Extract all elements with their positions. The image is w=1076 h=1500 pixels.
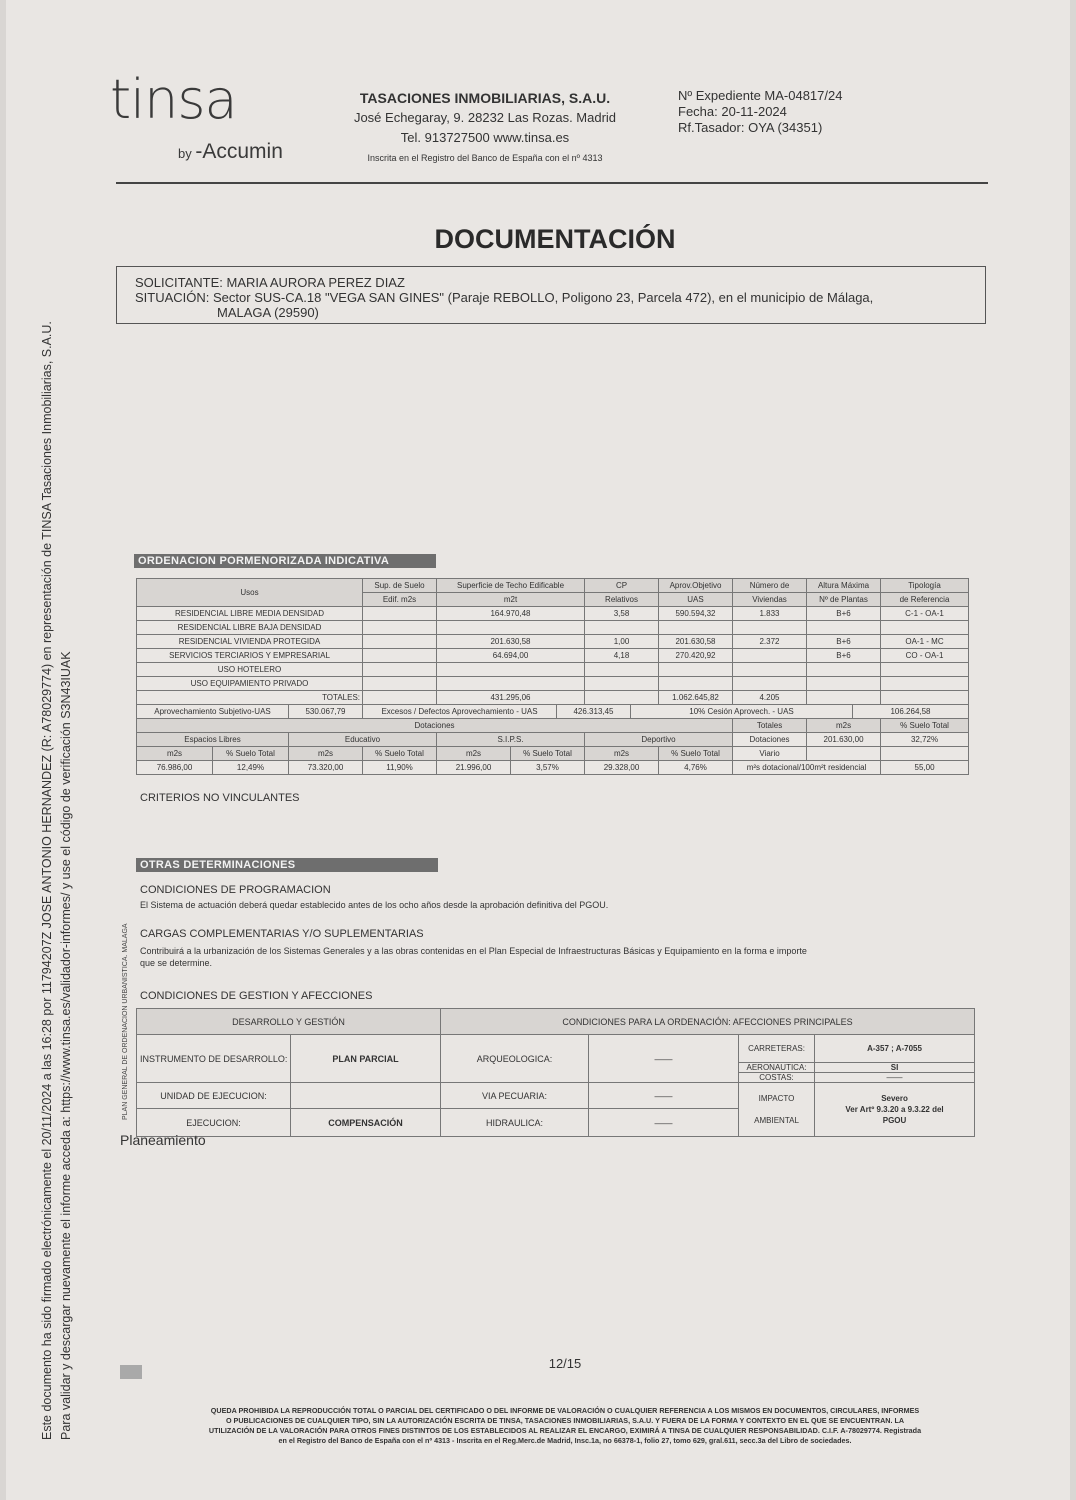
cell-aprov: 201.630,58 (659, 635, 733, 649)
condiciones-header: CONDICIONES PARA LA ORDENACIÓN: AFECCIONES PRINCIPALES (441, 1009, 975, 1035)
header-divider (116, 182, 988, 184)
cell-aprov (659, 663, 733, 677)
cell-viv (733, 663, 807, 677)
cell-cp: 1,00 (585, 635, 659, 649)
viario-label: Viario (733, 747, 807, 761)
fecha: Fecha: 20-11-2024 (678, 104, 787, 119)
cell-techo (437, 677, 585, 691)
cell-alt (807, 663, 881, 677)
edu-pct: 11,90% (363, 761, 437, 775)
cell-alt (807, 677, 881, 691)
impacto-value2: Ver Artº 9.3.20 a 9.3.22 del (845, 1105, 944, 1114)
ambiental-word: AMBIENTAL (754, 1115, 799, 1125)
gestion-title: CONDICIONES DE GESTION Y AFECCIONES (140, 990, 373, 1002)
planeamiento-label: Planeamiento (120, 1132, 206, 1148)
totales-empty2 (881, 691, 969, 705)
cell-uso: SERVICIOS TERCIARIOS Y EMPRESARIAL (137, 649, 363, 663)
footer-line: O PUBLICACIONES DE CUALQUIER TIPO, SIN LA AUTORIZACIÓN ESCRITA DE TINSA, TASACIONES INMOBILIARIAS, S.A.U. Y FUERA DE LA FORMA Y CONTEXTO EN EL QUE SE ENCUENTRAN. LA (225, 1416, 905, 1425)
prog-text: El Sistema de actuación deberá quedar establecido antes de los ocho años desde la aprobación definitiva del PGOU. (140, 900, 609, 910)
cell-uso: USO EQUIPAMIENTO PRIVADO (137, 677, 363, 691)
page-title: DOCUMENTACIÓN (434, 224, 676, 254)
hidraulica-label: HIDRAULICA: (441, 1109, 589, 1137)
cell-viv (733, 677, 807, 691)
table-row (137, 649, 969, 663)
carreteras-value: A-357 ; A-7055 (815, 1035, 975, 1063)
instrumento-value: PLAN PARCIAL (291, 1035, 441, 1083)
th-alt: Altura Máxima (807, 579, 881, 593)
cell-uso: RESIDENCIAL LIBRE BAJA DENSIDAD (137, 621, 363, 635)
ratio-value: 55,00 (881, 761, 969, 775)
excesos-value: 426.313,45 (557, 705, 631, 719)
cell-sup (363, 607, 437, 621)
viario-m2s (807, 747, 881, 761)
dep-m2s: 29.328,00 (585, 761, 659, 775)
expediente: Nº Expediente MA-04817/24 (678, 88, 843, 103)
ejecucion-value: COMPENSACIÓN (291, 1109, 441, 1137)
instrumento-label: INSTRUMENTO DE DESARROLLO: (137, 1035, 291, 1083)
cell-alt: B+6 (807, 635, 881, 649)
unidad-label: UNIDAD DE EJECUCION: (137, 1083, 291, 1109)
th-cp-unit: Relativos (585, 593, 659, 607)
esp-pct: 12,49% (213, 761, 289, 775)
m2s-header: m2s (807, 719, 881, 733)
signature-line: Este documento ha sido firmado electrónicamente el 20/11/2024 a las 16:28 por 11794207Z JOSE ANTONIO HERNANDEZ (R: A78029774) en representación de TINSA Tasaciones Inmobiliarias, S.A.U. (40, 321, 54, 1440)
cell-cp (585, 621, 659, 635)
totales-cp (585, 691, 659, 705)
page-number: 12/15 (548, 1356, 582, 1371)
th-techo-unit: m2t (437, 593, 585, 607)
totales-sup (363, 691, 437, 705)
solicitante: SOLICITANTE: MARIA AURORA PEREZ DIAZ (135, 275, 405, 290)
cell-alt (807, 621, 881, 635)
dep-pct-h: % Suelo Total (659, 747, 733, 761)
verification-line: Para validar y descargar nuevamente el informe acceda a: https://www.tinsa.es/validador-informes/ y use el código de verificación S3N43IUAK (59, 651, 73, 1440)
totales-viv: 4.205 (733, 691, 807, 705)
situacion: SITUACIÓN: Sector SUS-CA.18 "VEGA SAN GINES" (Paraje REBOLLO, Poligono 23, Parcela 472), en el municipio de Málaga, (135, 290, 874, 305)
aprov-subj-value: 530.067,79 (289, 705, 363, 719)
gestion-table-wrap (136, 1008, 975, 1137)
section-heading-otras: OTRAS DETERMINACIONES (136, 858, 438, 872)
cell-techo (437, 663, 585, 677)
ordenacion-table (136, 578, 969, 705)
side-label-pgou: PLAN GENERAL DE ORDENACION URBANISTICA. MALAGA (122, 923, 129, 1120)
totales-aprov: 1.062.645,82 (659, 691, 733, 705)
dep-m2s-h: m2s (585, 747, 659, 761)
viario-pct (881, 747, 969, 761)
costas-label: COSTAS: (739, 1073, 815, 1083)
edu-m2s: 73.320,00 (289, 761, 363, 775)
cell-alt: B+6 (807, 649, 881, 663)
sips-m2s: 21.996,00 (437, 761, 511, 775)
totales-techo: 431.295,06 (437, 691, 585, 705)
footer-line: en el Registro del Banco de España con el nº 4313 - Inscrita en el Reg.Merc.de Madrid, Insc.1a, no 66378-1, folio 27, tomo 629, gral.611, secc.3a del Libro de sociedades. (278, 1436, 852, 1445)
cell-aprov (659, 621, 733, 635)
cell-cp: 3,58 (585, 607, 659, 621)
legal-footer (130, 1406, 1000, 1446)
footer-line: QUEDA PROHIBIDA LA REPRODUCCIÓN TOTAL O PARCIAL DEL CERTIFICADO O DEL INFORME DE VALORACIÓN O CUALQUIER REFERENCIA A LOS MISMOS EN DOCUMENTOS, CIRCULARES, INFORMES (210, 1406, 920, 1415)
impacto-value3: PGOU (882, 1116, 907, 1125)
gray-mark (120, 1365, 142, 1379)
gestion-table (136, 1008, 975, 1137)
excesos-label: Excesos / Defectos Aprovechamiento - UAS (363, 705, 557, 719)
ordenacion-table-wrap (136, 578, 969, 775)
desarrollo-header: DESARROLLO Y GESTIÓN (137, 1009, 441, 1035)
table-row (137, 663, 969, 677)
th-tip-unit: de Referencia (881, 593, 969, 607)
cell-viv (733, 621, 807, 635)
footer-line: UTILIZACIÓN DE LA VALORACIÓN PARA OTROS FINES DISTINTOS DE LOS ESTABLECIDOS AL REALIZAR EL ENCARGO, EXIMIRÁ A TINSA DE CUALQUIER RESPONSABILIDAD. C.I.F. A-78029774. Registrada (208, 1426, 922, 1435)
table-row (137, 621, 969, 635)
cell-sup (363, 649, 437, 663)
th-usos: Usos (137, 579, 363, 607)
accumin-logo: by -Accumin (178, 140, 283, 163)
arqueologica-label: ARQUEOLOGICA: (441, 1035, 589, 1083)
table-row (137, 607, 969, 621)
cell-viv: 1.833 (733, 607, 807, 621)
th-cp: CP (585, 579, 659, 593)
cell-sup (363, 621, 437, 635)
sips-header: S.I.P.S. (437, 733, 585, 747)
arqueologica-value: —— (589, 1035, 739, 1083)
cell-tip (881, 621, 969, 635)
educativo-header: Educativo (289, 733, 437, 747)
th-viv: Número de (733, 579, 807, 593)
logo-by: by (178, 146, 192, 161)
aeronautica-label: AERONAUTICA: (739, 1063, 815, 1073)
prog-title: CONDICIONES DE PROGRAMACION (140, 884, 331, 896)
company-phone: Tel. 913727500 www.tinsa.es (400, 130, 570, 145)
file-info (678, 88, 842, 136)
logo-accumin: Accumin (202, 140, 283, 163)
totales-empty (807, 691, 881, 705)
cell-cp (585, 663, 659, 677)
impacto-value (815, 1083, 975, 1137)
tinsa-logo: tinsa (110, 68, 237, 131)
cell-alt: B+6 (807, 607, 881, 621)
cell-aprov: 590.594,32 (659, 607, 733, 621)
criterios-label: CRITERIOS NO VINCULANTES (140, 792, 300, 804)
cell-cp: 4,18 (585, 649, 659, 663)
cargas-text2: que se determine. (140, 958, 213, 968)
edu-pct-h: % Suelo Total (363, 747, 437, 761)
cell-cp (585, 677, 659, 691)
situacion-cont: MALAGA (29590) (217, 305, 319, 320)
tasador: Rf.Tasador: OYA (34351) (678, 120, 823, 135)
th-viv-unit: Viviendas (733, 593, 807, 607)
table-row (137, 677, 969, 691)
cell-uso: RESIDENCIAL VIVIENDA PROTEGIDA (137, 635, 363, 649)
th-sup-unit: Edif. m2s (363, 593, 437, 607)
cell-uso: USO HOTELERO (137, 663, 363, 677)
dotaciones-row-label: Dotaciones (733, 733, 807, 747)
totales-header: Totales (733, 719, 807, 733)
cell-techo: 201.630,58 (437, 635, 585, 649)
esp-m2s-h: m2s (137, 747, 213, 761)
cesion-value: 106.264,58 (853, 705, 969, 719)
costas-value: —— (815, 1073, 975, 1083)
cell-sup (363, 663, 437, 677)
cell-tip: OA-1 - MC (881, 635, 969, 649)
totals-row (137, 691, 969, 705)
edu-m2s-h: m2s (289, 747, 363, 761)
cell-sup (363, 635, 437, 649)
sips-pct: 3,57% (511, 761, 585, 775)
esp-m2s: 76.986,00 (137, 761, 213, 775)
carreteras-label: CARRETERAS: (739, 1035, 815, 1063)
via-pecuaria-label: VIA PECUARIA: (441, 1083, 589, 1109)
dotaciones-table (136, 718, 969, 775)
cell-tip (881, 677, 969, 691)
ejecucion-label: EJECUCION: (137, 1109, 291, 1137)
cell-tip: C-1 - OA-1 (881, 607, 969, 621)
cell-viv: 2.372 (733, 635, 807, 649)
sips-pct-h: % Suelo Total (511, 747, 585, 761)
cell-aprov: 270.420,92 (659, 649, 733, 663)
cell-tip (881, 663, 969, 677)
dot-pct-value: 32,72% (881, 733, 969, 747)
esp-pct-h: % Suelo Total (213, 747, 289, 761)
espacios-libres-header: Espacios Libres (137, 733, 289, 747)
company-address: José Echegaray, 9. 28232 Las Rozas. Madrid (353, 110, 617, 125)
th-tip: Tipología (881, 579, 969, 593)
company-registry: Inscrita en el Registro del Banco de España con el nº 4313 (367, 153, 603, 163)
th-aprov: Aprov.Objetivo (659, 579, 733, 593)
unidad-value (291, 1083, 441, 1109)
th-techo: Superficie de Techo Edificable (437, 579, 585, 593)
cell-aprov (659, 677, 733, 691)
aprov-subj-label: Aprovechamiento Subjetivo-UAS (137, 705, 289, 719)
hidraulica-value: —— (589, 1109, 739, 1137)
ratio-label: m²s dotacional/100m²t residencial (733, 761, 881, 775)
cell-sup (363, 677, 437, 691)
table-row (137, 635, 969, 649)
cell-uso: RESIDENCIAL LIBRE MEDIA DENSIDAD (137, 607, 363, 621)
company-block (330, 88, 640, 168)
impacto-value1: Severo (881, 1094, 908, 1103)
aeronautica-value: SI (815, 1063, 975, 1073)
cell-techo: 164.970,48 (437, 607, 585, 621)
th-aprov-unit: UAS (659, 593, 733, 607)
sips-m2s-h: m2s (437, 747, 511, 761)
deportivo-header: Deportivo (585, 733, 733, 747)
pct-header: % Suelo Total (881, 719, 969, 733)
th-sup: Sup. de Suelo (363, 579, 437, 593)
cell-techo: 64.694,00 (437, 649, 585, 663)
dotaciones-header: Dotaciones (137, 719, 733, 733)
applicant-box (116, 266, 986, 324)
vertical-signature-text (38, 140, 76, 1440)
totales-label: TOTALES: (137, 691, 363, 705)
cargas-title: CARGAS COMPLEMENTARIAS Y/O SUPLEMENTARIAS (140, 928, 424, 940)
impacto-word: IMPACTO (758, 1093, 795, 1103)
dot-m2s-value: 201.630,00 (807, 733, 881, 747)
aprovechamiento-table (136, 704, 969, 719)
cargas-text1: Contribuirá a la urbanización de los Sistemas Generales y a las obras contenidas en el Plan Especial de Infraestructuras Básicas y Equipamiento en la forma e importe (140, 946, 807, 956)
cell-tip: CO - OA-1 (881, 649, 969, 663)
cell-techo (437, 621, 585, 635)
cell-viv (733, 649, 807, 663)
via-pecuaria-value: —— (589, 1083, 739, 1109)
cesion-label: 10% Cesión Aprovech. - UAS (631, 705, 853, 719)
th-alt-unit: Nº de Plantas (807, 593, 881, 607)
impacto-label (739, 1083, 815, 1137)
company-name: TASACIONES INMOBILIARIAS, S.A.U. (359, 90, 611, 106)
section-heading-ordenacion: ORDENACION PORMENORIZADA INDICATIVA (134, 554, 436, 568)
dep-pct: 4,76% (659, 761, 733, 775)
